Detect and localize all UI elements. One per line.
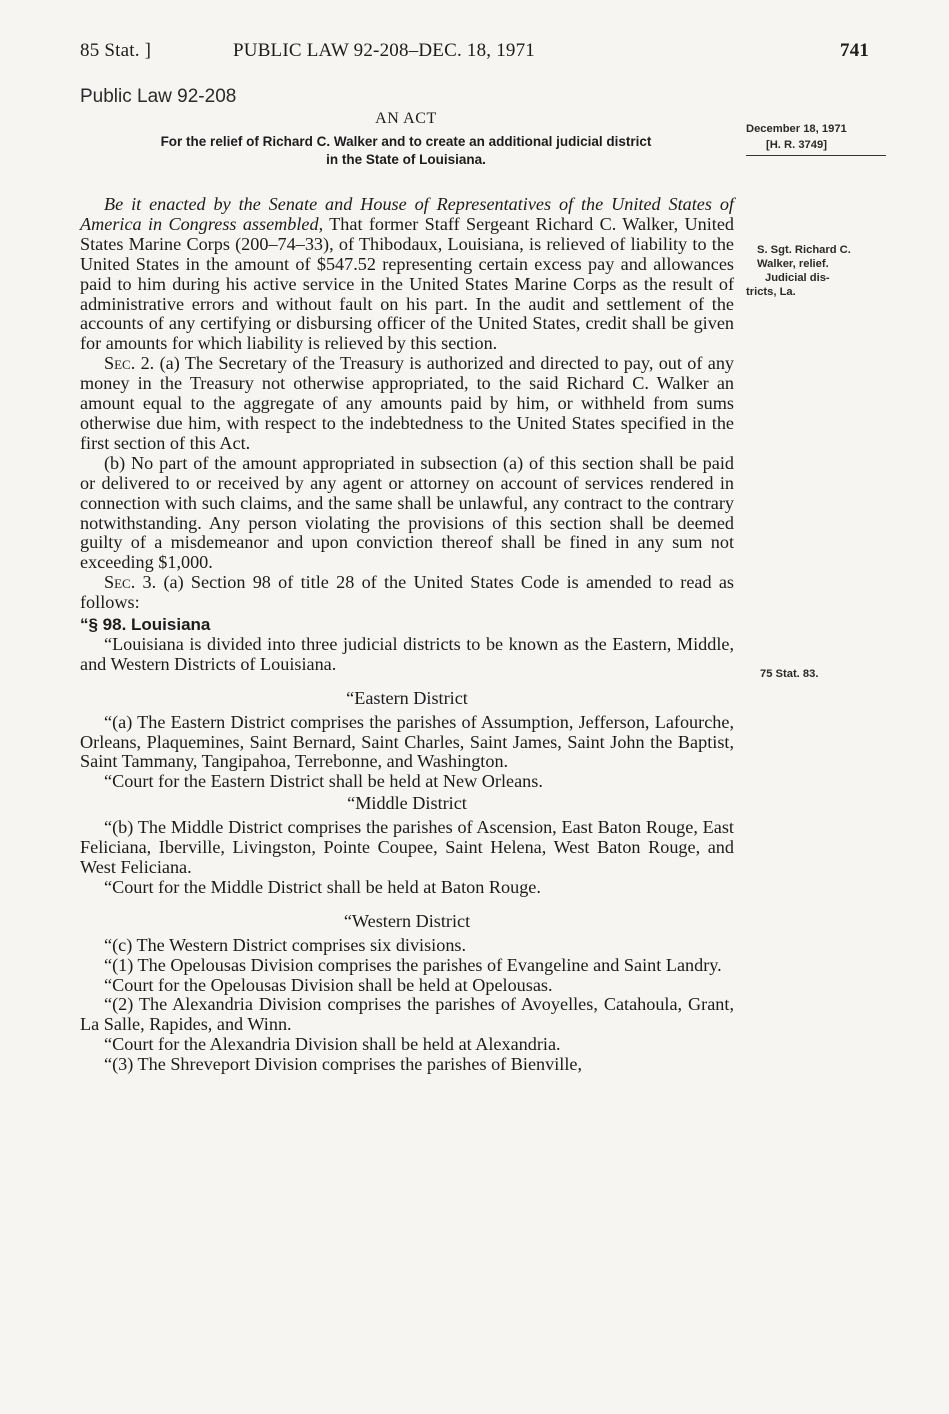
- act-title-line-2: in the State of Louisiana.: [326, 152, 486, 167]
- eastern-district-a: “(a) The Eastern District comprises the parishes of Assumption, Jefferson, Lafourche, Orleans, Plaquemines, Saint Bernard, Saint Charles, Saint James, Saint John the Baptist, Saint Tammany, Tangipahoa, Terrebonne, and Washington.: [80, 711, 734, 772]
- section-98-intro: “Louisiana is divided into three judicial districts to be known as the Eastern, Middle, and Western Districts of Louisiana.: [80, 633, 734, 674]
- margin-note-relief-3: Judicial dis-: [765, 272, 830, 284]
- act-body: [80, 195, 734, 1075]
- margin-date: December 18, 1971: [746, 123, 847, 135]
- section-3-label: Sec. 3.: [104, 572, 157, 593]
- section-2a-text: (a) The Secretary of the Treasury is authorized and directed to pay, out of any money in the Treasury not otherwise appropriated, to the said Richard C. Walker an amount equal to the aggregate of any amounts paid by him, or withheld from sums otherwise due him, with respect to the indebtedness to the United States specified in the first section of this Act.: [80, 353, 735, 453]
- enacting-italic: Be it enacted by the Senate and House of Representatives of the United States of America in Congress assembled,: [80, 194, 734, 234]
- western-district-heading: “Western District: [343, 910, 471, 931]
- margin-note-stat: 75 Stat. 83.: [760, 668, 819, 680]
- margin-note-relief-2: Walker, relief.: [757, 258, 829, 270]
- running-header-center: PUBLIC LAW 92-208–DEC. 18, 1971: [233, 40, 535, 61]
- enacting-clause: [80, 195, 734, 354]
- middle-district-b: “(b) The Middle District comprises the parishes of Ascension, East Baton Rouge, East Feliciana, Iberville, Livingston, Pointe Coupee, Saint Helena, West Baton Rouge, and West Feliciana.: [80, 817, 734, 877]
- western-division-1-court: “Court for the Opelousas Division shall be held at Opelousas.: [104, 974, 553, 995]
- western-division-1: “(1) The Opelousas Division comprises the parishes of Evangeline and Saint Landry.: [104, 954, 722, 975]
- an-act-heading: AN ACT: [375, 110, 437, 127]
- western-division-3: “(3) The Shreveport Division comprises the parishes of Bienville,: [104, 1054, 582, 1075]
- section-2b: (b) No part of the amount appropriated in subsection (a) of this section shall be paid or delivered to or received by any agent or attorney on account of services rendered in connection with such claims, and the same shall be unlawful, any contract to the contrary notwithstanding. Any person violating the provisions of this section shall be deemed guilty of a misdemeanor and upon conviction thereof shall be fined in any sum not exceeding $1,000.: [80, 452, 734, 573]
- western-division-2-court: “Court for the Alexandria Division shall be held at Alexandria.: [104, 1034, 561, 1055]
- section-2-label: Sec. 2.: [104, 353, 155, 374]
- page-number: 741: [840, 40, 870, 61]
- middle-district-court: “Court for the Middle District shall be held at Baton Rouge.: [104, 876, 541, 897]
- section-2a: [80, 354, 734, 454]
- margin-note-relief-4: tricts, La.: [746, 286, 796, 298]
- middle-district-heading: “Middle District: [347, 793, 467, 814]
- margin-bill-number: [H. R. 3749]: [766, 139, 827, 151]
- public-law-label: Public Law 92-208: [80, 86, 237, 107]
- act-title-line-1: For the relief of Richard C. Walker and to create an additional judicial district: [160, 134, 652, 149]
- section-1-text: That former Staff Sergeant Richard C. Walker, United States Marine Corps (200–74–33), of Thibodaux, Louisiana, is relieved of liability to the United States in the amount of $547.52 representing certain excess pay and allowances paid to him during his active service in the United States Marine Corps as the result of administrative errors and without fault on his part. In the audit and settlement of the accounts of any certifying or disbursing officer of the United States, credit shall be given for amounts for which liability is relieved by this section.: [80, 213, 735, 354]
- section-98-heading: “§ 98. Louisiana: [80, 615, 211, 635]
- western-district-c: “(c) The Western District comprises six divisions.: [104, 934, 467, 955]
- eastern-district-heading: “Eastern District: [346, 687, 468, 708]
- western-division-2: “(2) The Alexandria Division comprises the parishes of Avoyelles, Catahoula, Grant, La Salle, Rapides, and Winn.: [80, 994, 734, 1035]
- eastern-district-court: “Court for the Eastern District shall be held at New Orleans.: [104, 771, 543, 792]
- act-title: [80, 133, 732, 169]
- section-3a: [80, 573, 734, 613]
- running-header-left: 85 Stat. ]: [80, 40, 152, 61]
- section-3a-text: (a) Section 98 of title 28 of the United States Code is amended to read as follows:: [80, 572, 735, 613]
- margin-rule: [746, 155, 886, 156]
- margin-note-relief-1: S. Sgt. Richard C.: [757, 244, 851, 256]
